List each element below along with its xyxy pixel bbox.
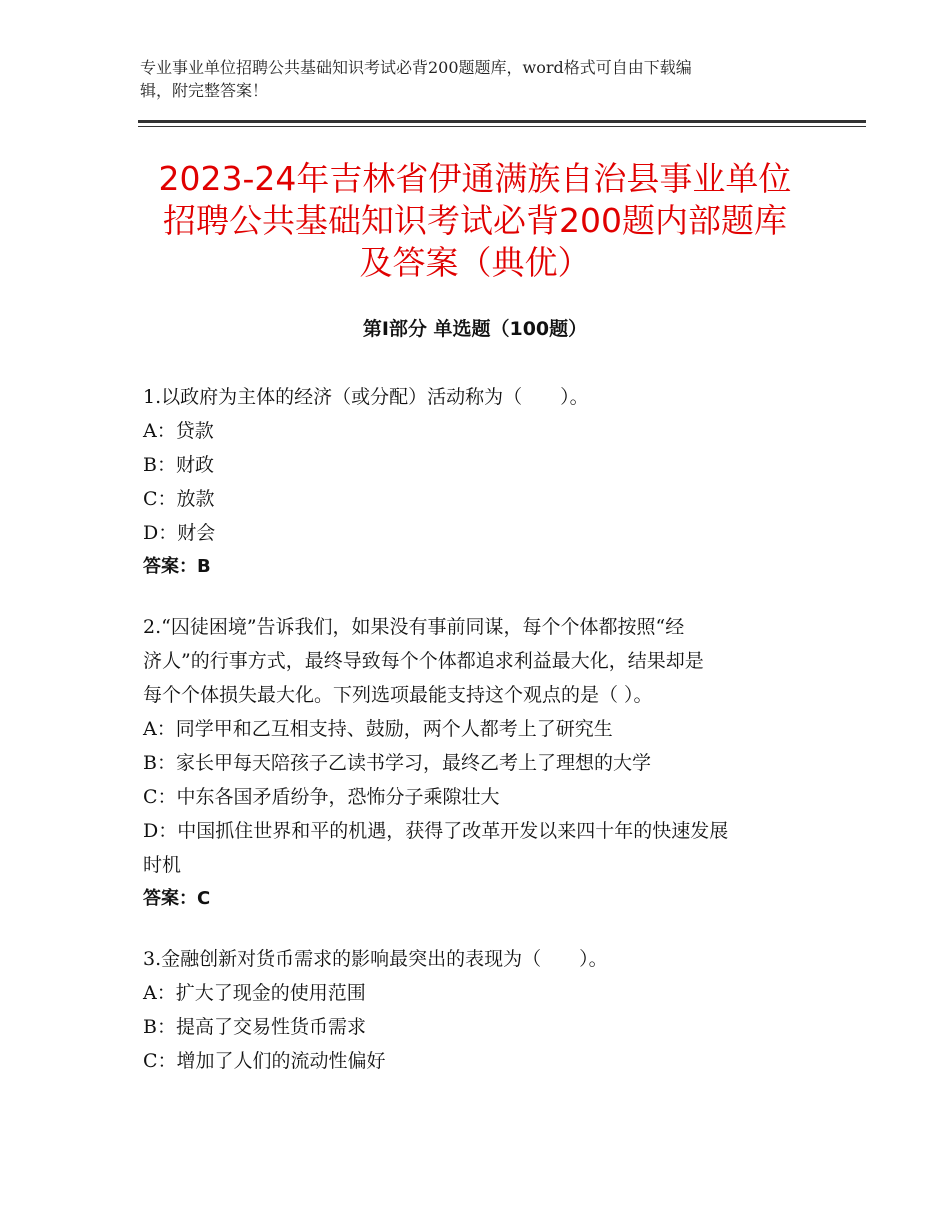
- question-stem: 1.以政府为主体的经济（或分配）活动称为（ ）。: [143, 386, 589, 408]
- answer-label: 答案：B: [143, 556, 211, 577]
- document-title: [120, 158, 830, 284]
- document-title-line: 及答案（典优）: [359, 243, 591, 282]
- header-note: [140, 56, 800, 102]
- header-note-line: 专业事业单位招聘公共基础知识考试必背200题题库，word格式可自由下载编: [140, 58, 692, 77]
- option-d-continued: 时机: [143, 854, 182, 876]
- question-item: [143, 610, 818, 916]
- section-title: 第Ⅰ部分 单选题（100题）: [362, 318, 588, 340]
- option-b: B：财政: [143, 454, 214, 476]
- question-stem: 2.“囚徒困境”告诉我们，如果没有事前同谋，每个个体都按照“经: [143, 616, 685, 638]
- header-rule-thick: [138, 120, 866, 123]
- document-title-line: 招聘公共基础知识考试必背200题内部题库: [163, 201, 787, 240]
- option-a: A：扩大了现金的使用范围: [143, 982, 366, 1004]
- option-d: D：中国抓住世界和平的机遇，获得了改革开发以来四十年的快速发展: [143, 820, 729, 842]
- header-note-line: 辑，附完整答案！: [140, 81, 269, 100]
- option-c: C：中东各国矛盾纷争，恐怖分子乘隙壮大: [143, 786, 500, 808]
- option-a: A：贷款: [143, 420, 214, 442]
- question-stem: 每个个体损失最大化。下列选项最能支持这个观点的是（ ）。: [143, 684, 653, 706]
- option-c: C：放款: [143, 488, 215, 510]
- option-b: B：家长甲每天陪孩子乙读书学习，最终乙考上了理想的大学: [143, 752, 651, 774]
- answer-label: 答案：C: [143, 888, 211, 909]
- option-c: C：增加了人们的流动性偏好: [143, 1050, 386, 1072]
- header-rule-thin: [138, 126, 866, 127]
- question-item: [143, 942, 818, 1078]
- option-d: D：财会: [143, 522, 216, 544]
- question-stem: 3.金融创新对货币需求的影响最突出的表现为（ ）。: [143, 948, 608, 970]
- question-list: [143, 380, 818, 1104]
- option-b: B：提高了交易性货币需求: [143, 1016, 366, 1038]
- question-item: [143, 380, 818, 584]
- option-a: A：同学甲和乙互相支持、鼓励，两个人都考上了研究生: [143, 718, 613, 740]
- document-title-line: 2023-24年吉林省伊通满族自治县事业单位: [158, 159, 792, 198]
- question-stem: 济人”的行事方式，最终导致每个个体都追求利益最大化，结果却是: [143, 650, 704, 672]
